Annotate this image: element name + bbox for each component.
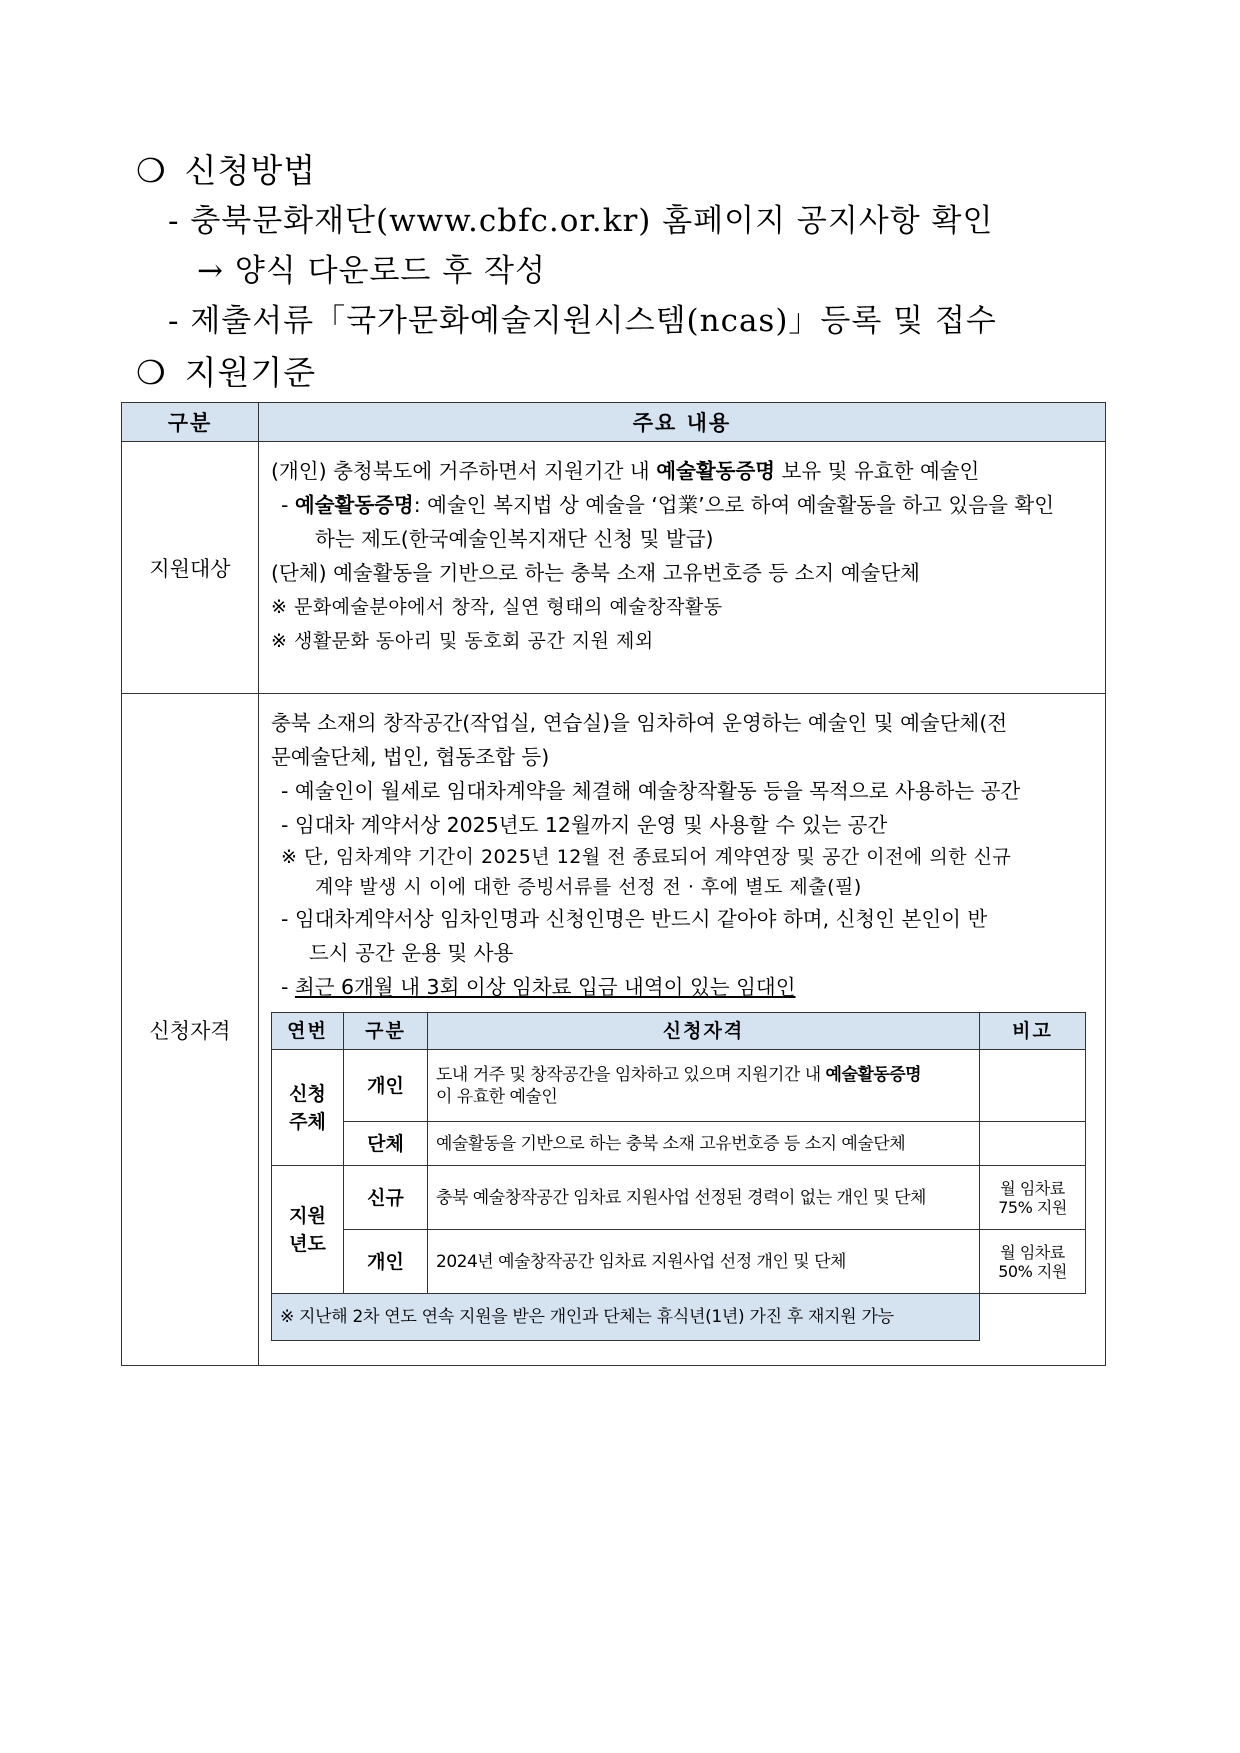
- elig-note-1-cont: 계약 발생 시 이에 대한 증빙서류를 선정 전 · 후에 별도 제출(필): [315, 876, 862, 898]
- subtable-footnote: ※ 지난해 2차 연도 연속 지원을 받은 개인과 단체는 휴식년(1년) 가진 후 재지원 가능: [272, 1294, 980, 1341]
- desc-continuing: 2024년 예술창작공간 임차료 지원사업 선정 개인 및 단체: [428, 1230, 980, 1294]
- elig-note-1: ※ 단, 임차계약 기간이 2025년 12월 전 종료되어 계약연장 및 공간 이전에 의한 신규: [281, 846, 1012, 868]
- target-line-group: (단체) 예술활동을 기반으로 하는 충북 소재 고유번호증 등 소지 예술단체: [271, 561, 920, 585]
- elig-line-2: 문예술단체, 법인, 협동조합 등): [271, 745, 550, 769]
- elig-line-1: 충북 소재의 창작공간(작업실, 연습실)을 임차하여 운영하는 예술인 및 예술단체(전: [271, 711, 1008, 735]
- method-line-2: → 양식 다운로드 후 작성: [197, 253, 546, 289]
- target-line-definition-cont: 하는 제도(한국예술인복지재단 신청 및 발급): [315, 527, 714, 551]
- header-category: 구분: [122, 403, 259, 442]
- circle-bullet-icon: ❍: [136, 151, 167, 190]
- method-heading: ❍ 신청방법: [136, 151, 317, 190]
- subheader-remark: 비고: [980, 1013, 1086, 1050]
- group-applicant: 신청 주체: [272, 1050, 344, 1166]
- target-line-individual: (개인) 충청북도에 거주하면서 지원기간 내 예술활동증명 보유 및 유효한 예술인: [271, 459, 980, 483]
- criteria-table: [121, 402, 1106, 1366]
- remark-new: 월 임차료 75% 지원: [980, 1166, 1086, 1230]
- remark-individual: [980, 1050, 1086, 1122]
- elig-line-8: 드시 공간 운용 및 사용: [309, 941, 514, 965]
- subheader-eligibility: 신청자격: [428, 1013, 980, 1050]
- elig-line-9: - 최근 6개월 내 3회 이상 임차료 입금 내역이 있는 임대인: [281, 975, 796, 999]
- row-label-target: 지원대상: [122, 442, 259, 694]
- elig-line-3: - 예술인이 월세로 임대차계약을 체결해 예술창작활동 등을 목적으로 사용하는 공간: [281, 779, 1021, 803]
- row-label-eligibility: 신청자격: [122, 694, 259, 1366]
- sub-continuing: 개인: [344, 1230, 428, 1294]
- criteria-heading: ❍ 지원기준: [136, 353, 317, 392]
- subheader-category: 구분: [344, 1013, 428, 1050]
- eligibility-content: [259, 694, 1106, 1366]
- remark-group: [980, 1122, 1086, 1166]
- eligibility-subtable: [271, 1012, 1086, 1341]
- desc-individual: 도내 거주 및 창작공간을 임차하고 있으며 지원기간 내 예술활동증명 이 유효한 예술인: [428, 1050, 980, 1122]
- desc-new: 충북 예술창작공간 임차료 지원사업 선정된 경력이 없는 개인 및 단체: [428, 1166, 980, 1230]
- target-line-definition: - 예술활동증명: 예술인 복지법 상 예술을 ‘업業’으로 하여 예술활동을 하고 있음을 확인: [281, 493, 1055, 517]
- target-note-2: ※ 생활문화 동아리 및 동호회 공간 지원 제외: [271, 630, 654, 652]
- elig-line-4: - 임대차 계약서상 2025년도 12월까지 운영 및 사용할 수 있는 공간: [281, 813, 888, 837]
- target-note-1: ※ 문화예술분야에서 창작, 실연 형태의 예술창작활동: [271, 596, 723, 618]
- circle-bullet-icon: ❍: [136, 353, 167, 392]
- sub-new: 신규: [344, 1166, 428, 1230]
- method-line-3: - 제출서류「국가문화예술지원시스템(ncas)」등록 및 접수: [168, 303, 997, 339]
- sub-individual: 개인: [344, 1050, 428, 1122]
- elig-line-7: - 임대차계약서상 임차인명과 신청인명은 반드시 같아야 하며, 신청인 본인이 반: [281, 907, 988, 931]
- header-content: 주요 내용: [259, 403, 1106, 442]
- subheader-no: 연번: [272, 1013, 344, 1050]
- sub-group: 단체: [344, 1122, 428, 1166]
- group-support-year: 지원 년도: [272, 1166, 344, 1294]
- target-content: [259, 442, 1106, 694]
- remark-continuing: 월 임차료 50% 지원: [980, 1230, 1086, 1294]
- desc-group: 예술활동을 기반으로 하는 충북 소재 고유번호증 등 소지 예술단체: [428, 1122, 980, 1166]
- method-line-1: - 충북문화재단(www.cbfc.or.kr) 홈페이지 공지사항 확인: [168, 203, 994, 239]
